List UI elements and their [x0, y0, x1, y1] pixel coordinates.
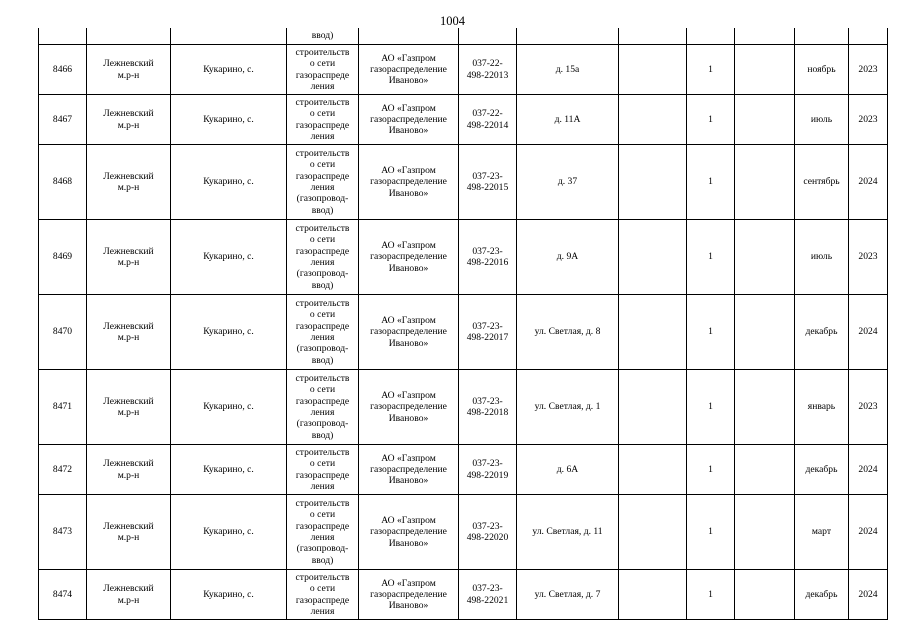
org-cell: АО «Газпром газораспределение Иваново»: [359, 495, 459, 570]
count-cell: 1: [687, 45, 735, 95]
count-cell: 1: [687, 95, 735, 145]
locality-cell: Кукарино, с.: [171, 295, 287, 370]
num-cell: 8474: [39, 570, 87, 620]
table-row: [39, 145, 888, 220]
month-cell: июль: [795, 95, 849, 145]
num-cell: 8466: [39, 45, 87, 95]
address-cell: ул. Светлая, д. 11: [517, 495, 619, 570]
col10-cell: [735, 495, 795, 570]
code-cell: 037-22- 498-22013: [459, 45, 517, 95]
address-cell: ул. Светлая, д. 7: [517, 570, 619, 620]
month-cell: декабрь: [795, 295, 849, 370]
col10-cell: [735, 145, 795, 220]
district-cell: Лежневский м.р-н: [87, 295, 171, 370]
num-cell: 8471: [39, 370, 87, 445]
num-cell: 8470: [39, 295, 87, 370]
type-cell: строительств о сети газораспреде ления (газопровод- ввод): [287, 295, 359, 370]
code-cell: 037-22- 498-22014: [459, 95, 517, 145]
year-cell: 2023: [849, 220, 888, 295]
locality-cell: Кукарино, с.: [171, 370, 287, 445]
count-cell: 1: [687, 295, 735, 370]
year-cell: 2024: [849, 445, 888, 495]
num-cell: 8468: [39, 145, 87, 220]
org-cell: АО «Газпром газораспределение Иваново»: [359, 570, 459, 620]
org-cell: АО «Газпром газораспределение Иваново»: [359, 95, 459, 145]
count-cell: 1: [687, 570, 735, 620]
table-row-continued: [39, 28, 888, 45]
col10-cell: [735, 295, 795, 370]
district-cell: Лежневский м.р-н: [87, 45, 171, 95]
month-cell: январь: [795, 370, 849, 445]
org-cell: АО «Газпром газораспределение Иваново»: [359, 45, 459, 95]
type-cell: строительств о сети газораспреде ления (газопровод- ввод): [287, 145, 359, 220]
year-cell: 2023: [849, 370, 888, 445]
col8-cell: [619, 145, 687, 220]
org-cell: АО «Газпром газораспределение Иваново»: [359, 445, 459, 495]
month-cell: ноябрь: [795, 45, 849, 95]
month-cell: июль: [795, 220, 849, 295]
page-number: 1004: [440, 14, 465, 28]
year-cell: 2024: [849, 495, 888, 570]
col8-cell: [619, 220, 687, 295]
district-cell: Лежневский м.р-н: [87, 370, 171, 445]
address-cell: д. 11А: [517, 95, 619, 145]
col8-cell: [619, 445, 687, 495]
code-cell: 037-23- 498-22021: [459, 570, 517, 620]
district-cell: Лежневский м.р-н: [87, 445, 171, 495]
month-cell: декабрь: [795, 445, 849, 495]
address-cell: д. 9А: [517, 220, 619, 295]
table-row: [39, 445, 888, 495]
org-cell: АО «Газпром газораспределение Иваново»: [359, 370, 459, 445]
type-cell: строительств о сети газораспреде ления: [287, 570, 359, 620]
month-cell: декабрь: [795, 570, 849, 620]
table-row: [39, 45, 888, 95]
table-row: [39, 570, 888, 620]
code-cell: 037-23- 498-22018: [459, 370, 517, 445]
table-row: [39, 220, 888, 295]
col10-cell: [735, 95, 795, 145]
month-cell: март: [795, 495, 849, 570]
num-cell: 8473: [39, 495, 87, 570]
type-cell: строительств о сети газораспреде ления (газопровод- ввод): [287, 370, 359, 445]
locality-cell: Кукарино, с.: [171, 145, 287, 220]
registry-table: [38, 28, 888, 620]
type-cell: строительств о сети газораспреде ления: [287, 445, 359, 495]
num-cell: 8469: [39, 220, 87, 295]
address-cell: д. 37: [517, 145, 619, 220]
code-cell: 037-23- 498-22020: [459, 495, 517, 570]
num-cell: 8472: [39, 445, 87, 495]
address-cell: ул. Светлая, д. 8: [517, 295, 619, 370]
col10-cell: [735, 45, 795, 95]
col10-cell: [735, 570, 795, 620]
col8-cell: [619, 370, 687, 445]
year-cell: 2024: [849, 145, 888, 220]
district-cell: Лежневский м.р-н: [87, 570, 171, 620]
code-cell: 037-23- 498-22016: [459, 220, 517, 295]
type-cell: ввод): [287, 28, 359, 45]
locality-cell: Кукарино, с.: [171, 95, 287, 145]
district-cell: Лежневский м.р-н: [87, 145, 171, 220]
code-cell: 037-23- 498-22019: [459, 445, 517, 495]
type-cell: строительств о сети газораспреде ления (газопровод- ввод): [287, 220, 359, 295]
table-row: [39, 495, 888, 570]
org-cell: АО «Газпром газораспределение Иваново»: [359, 295, 459, 370]
count-cell: 1: [687, 495, 735, 570]
address-cell: д. 6А: [517, 445, 619, 495]
table-row: [39, 370, 888, 445]
code-cell: 037-23- 498-22015: [459, 145, 517, 220]
locality-cell: Кукарино, с.: [171, 45, 287, 95]
year-cell: 2023: [849, 95, 888, 145]
col8-cell: [619, 45, 687, 95]
type-cell: строительств о сети газораспреде ления: [287, 95, 359, 145]
org-cell: АО «Газпром газораспределение Иваново»: [359, 220, 459, 295]
year-cell: 2024: [849, 295, 888, 370]
col8-cell: [619, 570, 687, 620]
code-cell: 037-23- 498-22017: [459, 295, 517, 370]
org-cell: АО «Газпром газораспределение Иваново»: [359, 145, 459, 220]
count-cell: 1: [687, 220, 735, 295]
col8-cell: [619, 95, 687, 145]
table-row: [39, 95, 888, 145]
district-cell: Лежневский м.р-н: [87, 95, 171, 145]
address-cell: д. 15а: [517, 45, 619, 95]
district-cell: Лежневский м.р-н: [87, 495, 171, 570]
locality-cell: Кукарино, с.: [171, 445, 287, 495]
type-cell: строительств о сети газораспреде ления (газопровод- ввод): [287, 495, 359, 570]
locality-cell: Кукарино, с.: [171, 495, 287, 570]
locality-cell: Кукарино, с.: [171, 570, 287, 620]
col8-cell: [619, 495, 687, 570]
table-row: [39, 295, 888, 370]
month-cell: сентябрь: [795, 145, 849, 220]
locality-cell: Кукарино, с.: [171, 220, 287, 295]
district-cell: Лежневский м.р-н: [87, 220, 171, 295]
col10-cell: [735, 220, 795, 295]
num-cell: 8467: [39, 95, 87, 145]
count-cell: 1: [687, 445, 735, 495]
count-cell: 1: [687, 370, 735, 445]
col10-cell: [735, 445, 795, 495]
table-body: [39, 28, 888, 620]
count-cell: 1: [687, 145, 735, 220]
col10-cell: [735, 370, 795, 445]
col8-cell: [619, 295, 687, 370]
address-cell: ул. Светлая, д. 1: [517, 370, 619, 445]
year-cell: 2023: [849, 45, 888, 95]
type-cell: строительств о сети газораспреде ления: [287, 45, 359, 95]
year-cell: 2024: [849, 570, 888, 620]
